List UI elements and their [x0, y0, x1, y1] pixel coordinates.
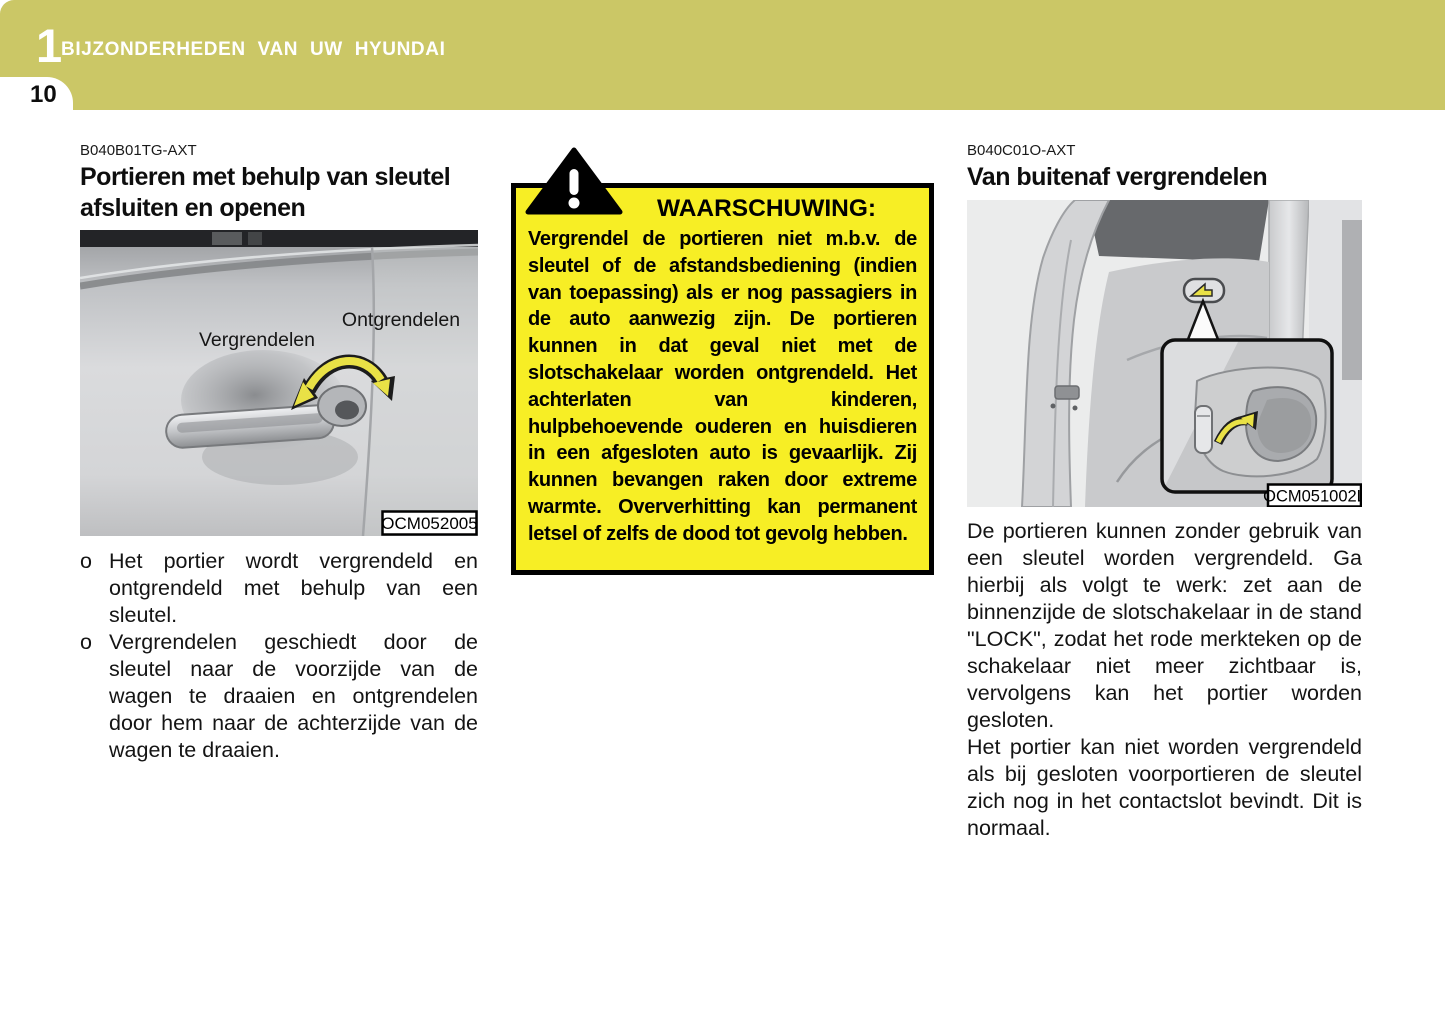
bullet-marker: o	[80, 549, 92, 573]
figure-code-box	[1263, 484, 1362, 506]
seat-shadow	[1342, 220, 1362, 380]
label-ontgrendelen: Ontgrendelen	[341, 309, 461, 331]
section-heading: Van buitenaf vergrendelen	[967, 163, 1268, 191]
section-lock-from-outside	[967, 142, 1362, 842]
paragraph: Het portier kan niet worden vergrendeld als bij gesloten voorportieren de sleutel zich nog in het contactslot bevindt. Dit is normaal.	[967, 734, 1362, 840]
label-vergrendelen: Vergrendelen	[198, 329, 316, 351]
section-lock-with-key	[80, 142, 478, 764]
warning-triangle-icon	[524, 147, 624, 216]
exclamation-bar	[570, 169, 579, 195]
door-lock-switch	[1184, 279, 1224, 302]
chapter-header	[0, 0, 1445, 110]
warning-body: Vergrendel de portieren niet m.b.v. de sleutel of de afstandsbediening (indien van toepassing) als er nog passagiers in de auto aanwezig zijn. De portieren kunnen in dat geval niet met de slotschakelaar worden ontgrendeld. Het achterlaten van kinderen, hulpbehoevende ouderen en huisdieren in een afgesloten auto is gevaarlijk. Zij kunnen bevangen raken door extreme warmte. Oververhitting kan permanent letsel of zelfs de dood tot gevolg hebben.	[528, 228, 917, 545]
inset-recess-shadow	[1257, 398, 1311, 453]
rear-door-panel	[363, 247, 478, 536]
bullet-list	[80, 548, 478, 764]
figure-code-box	[381, 512, 477, 535]
warning-column	[511, 142, 934, 575]
door-interior-illustration	[967, 200, 1362, 507]
door-interior-figure	[967, 200, 1362, 507]
page-columns	[0, 110, 1445, 842]
page-number-tab	[0, 77, 73, 110]
bullet-marker: o	[80, 630, 92, 654]
list-item	[80, 548, 478, 629]
warning-title: WAARSCHUWING:	[656, 195, 877, 222]
page-number: 10	[30, 81, 57, 108]
exclamation-dot	[569, 198, 580, 209]
inset-view	[1162, 340, 1332, 492]
section-heading: Portieren met behulp van sleutel afsluiten en openen	[80, 163, 451, 222]
keyhole	[335, 401, 359, 420]
window-slat	[248, 232, 262, 245]
paragraph: De portieren kunnen zonder gebruik van een sleutel worden vergrendeld. Ga hierbij als volgt te werk: zet aan de binnenzijde de slotschakelaar in de stand "LOCK", zodat het rode merkteken op de schakelaar niet meer zichtbaar is, vervolgens kan het portier worden gesloten.	[967, 518, 1362, 732]
figure-code: OCM051002L	[1263, 487, 1362, 505]
door-handle-figure	[80, 230, 478, 536]
inset-lock-knob	[1195, 406, 1212, 453]
door-window-glass	[1087, 200, 1269, 262]
chapter-number: 1	[36, 19, 63, 72]
figure-code: OCM052005	[381, 514, 478, 533]
window-sill-band	[80, 230, 478, 247]
chapter-title: BIJZONDERHEDEN VAN UW HYUNDAI	[61, 39, 446, 60]
bullet-text: Vergrendelen geschiedt door de sleutel naar de voorzijde van de wagen te draaien en ontgrendelen door hem naar de achterzijde van de wagen te draaien.	[109, 630, 478, 762]
door-handle-illustration	[80, 230, 478, 536]
section-code: B040B01TG-AXT	[80, 142, 197, 159]
window-slat	[212, 232, 242, 245]
section-code: B040C01O-AXT	[967, 142, 1076, 159]
warning-box	[511, 183, 934, 575]
section-body	[967, 518, 1362, 842]
bullet-text: Het portier wordt vergrendeld en ontgrendeld met behulp van een sleutel.	[109, 549, 478, 627]
list-item	[80, 629, 478, 764]
